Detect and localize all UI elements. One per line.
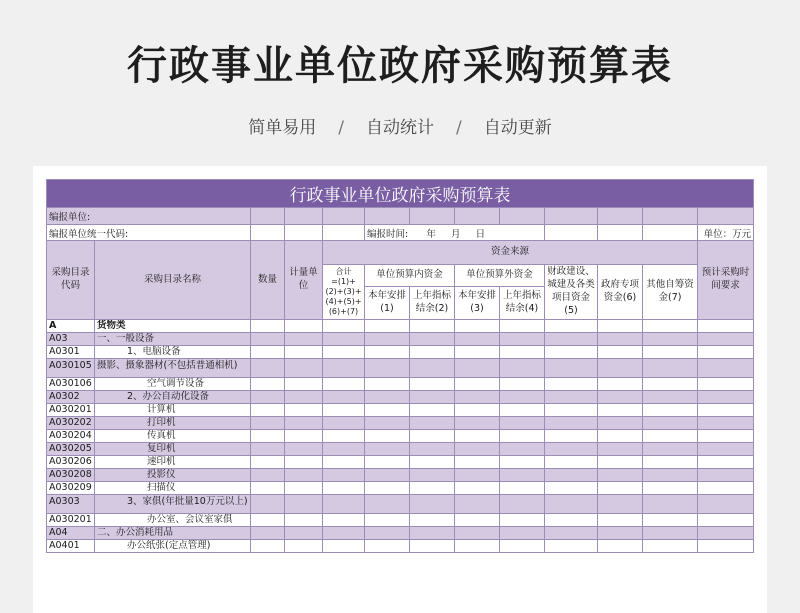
table-row xyxy=(47,469,754,482)
row-cell xyxy=(598,469,643,482)
row-name: 3、家俱(年批量10万元以上) xyxy=(95,495,251,514)
row-cell xyxy=(410,540,455,553)
row-cell xyxy=(455,391,500,404)
row-cell xyxy=(643,514,698,527)
row-name: 摄影、摄象器材(不包括普通相机) xyxy=(95,359,251,378)
row-cell xyxy=(323,346,365,359)
row-cell xyxy=(285,482,323,495)
row-cell xyxy=(500,495,545,514)
row-cell xyxy=(365,443,410,456)
row-cell xyxy=(410,430,455,443)
row-cell xyxy=(545,527,598,540)
row-cell xyxy=(285,320,323,333)
row-cell xyxy=(500,527,545,540)
row-cell xyxy=(698,346,754,359)
row-cell xyxy=(643,443,698,456)
row-cell xyxy=(598,346,643,359)
separator: / xyxy=(338,118,344,138)
row-cell xyxy=(545,404,598,417)
row-cell xyxy=(285,378,323,391)
feature-2: 自动统计 xyxy=(366,118,434,138)
row-cell xyxy=(643,469,698,482)
table-row xyxy=(47,527,754,540)
row-cell xyxy=(285,417,323,430)
row-cell xyxy=(285,391,323,404)
row-cell xyxy=(323,378,365,391)
row-code: A0302 xyxy=(47,391,95,404)
row-cell xyxy=(598,404,643,417)
row-cell xyxy=(251,495,285,514)
row-cell xyxy=(410,346,455,359)
header-total: 合计 =(1)+(2)+(3)+(4)+(5)+(6)+(7) xyxy=(323,265,365,320)
row-cell xyxy=(598,333,643,346)
row-cell xyxy=(285,514,323,527)
table-row xyxy=(47,540,754,553)
row-cell xyxy=(323,391,365,404)
row-cell xyxy=(545,482,598,495)
row-cell xyxy=(698,359,754,378)
row-cell xyxy=(323,443,365,456)
row-cell xyxy=(698,404,754,417)
row-cell xyxy=(365,456,410,469)
row-code: A030201 xyxy=(47,404,95,417)
table-row xyxy=(47,456,754,469)
row-cell xyxy=(455,359,500,378)
row-code: A0401 xyxy=(47,540,95,553)
row-cell xyxy=(545,346,598,359)
code-label: 编报单位统一代码: xyxy=(47,225,251,241)
row-cell xyxy=(643,391,698,404)
row-cell xyxy=(545,359,598,378)
row-cell xyxy=(455,443,500,456)
row-cell xyxy=(410,404,455,417)
row-cell xyxy=(323,482,365,495)
row-cell xyxy=(251,540,285,553)
row-cell xyxy=(251,378,285,391)
row-cell xyxy=(598,391,643,404)
row-cell xyxy=(500,540,545,553)
row-cell xyxy=(598,540,643,553)
row-cell xyxy=(410,391,455,404)
row-cell xyxy=(545,417,598,430)
row-cell xyxy=(365,527,410,540)
row-cell xyxy=(323,320,365,333)
row-name: 二、办公消耗用品 xyxy=(95,527,251,540)
row-code: A030106 xyxy=(47,378,95,391)
row-cell xyxy=(410,333,455,346)
row-cell xyxy=(643,456,698,469)
row-code: A030201 xyxy=(47,514,95,527)
row-cell xyxy=(643,404,698,417)
row-cell xyxy=(598,527,643,540)
table-row xyxy=(47,514,754,527)
row-cell xyxy=(698,378,754,391)
row-cell xyxy=(643,540,698,553)
row-cell xyxy=(500,417,545,430)
row-name: 投影仪 xyxy=(95,469,251,482)
row-cell xyxy=(698,333,754,346)
row-cell xyxy=(698,469,754,482)
row-cell xyxy=(365,404,410,417)
row-cell xyxy=(323,359,365,378)
header-in-budget: 单位预算内资金 xyxy=(365,265,455,287)
row-cell xyxy=(598,359,643,378)
row-name: 1、电脑设备 xyxy=(95,346,251,359)
row-cell xyxy=(410,514,455,527)
row-cell xyxy=(285,456,323,469)
row-name: 一、一般设备 xyxy=(95,333,251,346)
header-name: 采购目录名称 xyxy=(95,241,251,320)
table-row xyxy=(47,404,754,417)
row-cell xyxy=(698,430,754,443)
row-cell xyxy=(598,482,643,495)
table-row xyxy=(47,333,754,346)
row-cell xyxy=(410,359,455,378)
row-cell xyxy=(455,333,500,346)
row-cell xyxy=(598,417,643,430)
row-cell xyxy=(455,469,500,482)
header-carry-2: 上年指标结余(2) xyxy=(410,287,455,320)
row-name: 办公室、会议室家俱 xyxy=(95,514,251,527)
row-cell xyxy=(455,320,500,333)
feature-1: 简单易用 xyxy=(248,118,317,138)
table-row xyxy=(47,378,754,391)
row-name: 计算机 xyxy=(95,404,251,417)
header-carry-4: 上年指标结余(4) xyxy=(500,287,545,320)
row-name: 空气调节设备 xyxy=(95,378,251,391)
row-cell xyxy=(500,359,545,378)
row-cell xyxy=(251,443,285,456)
row-cell xyxy=(323,514,365,527)
feature-tagline xyxy=(0,113,800,138)
row-cell xyxy=(500,391,545,404)
row-code: A030206 xyxy=(47,456,95,469)
row-cell xyxy=(365,514,410,527)
row-cell xyxy=(698,443,754,456)
row-name: 办公纸张(定点管理) xyxy=(95,540,251,553)
row-name: 货物类 xyxy=(95,320,251,333)
header-self: 其他自筹资金(7) xyxy=(643,265,698,320)
row-name: 速印机 xyxy=(95,456,251,469)
row-cell xyxy=(455,346,500,359)
row-cell xyxy=(698,514,754,527)
budget-table xyxy=(46,179,754,553)
header-source: 资金来源 xyxy=(323,241,698,265)
row-cell xyxy=(455,404,500,417)
row-cell xyxy=(455,495,500,514)
header-out-budget: 单位预算外资金 xyxy=(455,265,545,287)
row-cell xyxy=(323,469,365,482)
row-cell xyxy=(251,333,285,346)
row-name: 打印机 xyxy=(95,417,251,430)
row-cell xyxy=(285,404,323,417)
feature-3: 自动更新 xyxy=(483,118,552,138)
row-cell xyxy=(698,417,754,430)
row-cell xyxy=(643,346,698,359)
row-name: 扫描仪 xyxy=(95,482,251,495)
row-cell xyxy=(500,404,545,417)
row-cell xyxy=(545,430,598,443)
row-cell xyxy=(410,417,455,430)
row-cell xyxy=(410,320,455,333)
row-cell xyxy=(500,514,545,527)
row-cell xyxy=(285,540,323,553)
row-cell xyxy=(545,320,598,333)
row-cell xyxy=(251,391,285,404)
row-cell xyxy=(365,359,410,378)
table-row xyxy=(47,320,754,333)
row-code: A0303 xyxy=(47,495,95,514)
row-cell xyxy=(598,430,643,443)
spreadsheet-preview xyxy=(33,166,767,613)
row-cell xyxy=(323,430,365,443)
unit-label: 编报单位: xyxy=(47,208,251,225)
row-cell xyxy=(410,527,455,540)
row-cell xyxy=(500,320,545,333)
row-cell xyxy=(251,430,285,443)
row-code: A030208 xyxy=(47,469,95,482)
row-cell xyxy=(698,391,754,404)
row-cell xyxy=(410,456,455,469)
row-cell xyxy=(455,378,500,391)
header-fiscal: 财政建设、城建及各类项目资金(5) xyxy=(545,265,598,320)
row-cell xyxy=(643,359,698,378)
row-cell xyxy=(251,469,285,482)
row-name: 传真机 xyxy=(95,430,251,443)
row-cell xyxy=(545,469,598,482)
row-cell xyxy=(410,495,455,514)
row-name: 2、办公自动化设备 xyxy=(95,391,251,404)
row-cell xyxy=(365,417,410,430)
row-cell xyxy=(500,482,545,495)
row-cell xyxy=(500,456,545,469)
row-cell xyxy=(455,456,500,469)
header-gov: 政府专项资金(6) xyxy=(598,265,643,320)
row-code: A030204 xyxy=(47,430,95,443)
row-cell xyxy=(545,443,598,456)
header-this-year-1: 本年安排(1) xyxy=(365,287,410,320)
row-cell xyxy=(598,378,643,391)
row-cell xyxy=(251,359,285,378)
row-cell xyxy=(545,495,598,514)
row-cell xyxy=(643,320,698,333)
row-cell xyxy=(643,482,698,495)
table-row xyxy=(47,430,754,443)
row-cell xyxy=(643,495,698,514)
row-cell xyxy=(365,391,410,404)
row-code: A xyxy=(47,320,95,333)
row-cell xyxy=(365,469,410,482)
row-cell xyxy=(285,346,323,359)
row-cell xyxy=(698,320,754,333)
row-cell xyxy=(251,456,285,469)
row-cell xyxy=(251,514,285,527)
row-code: A030209 xyxy=(47,482,95,495)
row-cell xyxy=(455,540,500,553)
page-title: 行政事业单位政府采购预算表 xyxy=(127,43,673,89)
row-cell xyxy=(251,404,285,417)
row-cell xyxy=(698,495,754,514)
row-cell xyxy=(410,482,455,495)
row-code: A0301 xyxy=(47,346,95,359)
row-cell xyxy=(500,346,545,359)
row-cell xyxy=(500,378,545,391)
row-cell xyxy=(500,333,545,346)
row-cell xyxy=(285,527,323,540)
row-cell xyxy=(598,443,643,456)
row-cell xyxy=(365,495,410,514)
row-cell xyxy=(251,417,285,430)
header-qty: 数量 xyxy=(251,241,285,320)
row-cell xyxy=(698,540,754,553)
row-cell xyxy=(285,333,323,346)
row-cell xyxy=(698,527,754,540)
row-cell xyxy=(455,482,500,495)
row-cell xyxy=(545,391,598,404)
row-cell xyxy=(643,378,698,391)
header-code: 采购目录代码 xyxy=(47,241,95,320)
row-cell xyxy=(545,456,598,469)
row-cell xyxy=(365,378,410,391)
header-time-req: 预计采购时间要求 xyxy=(698,241,754,320)
row-cell xyxy=(285,359,323,378)
row-code: A030205 xyxy=(47,443,95,456)
row-cell xyxy=(251,346,285,359)
row-cell xyxy=(251,320,285,333)
row-cell xyxy=(455,430,500,443)
date-field: 编报时间: 年 月 日 xyxy=(365,225,545,241)
row-cell xyxy=(410,378,455,391)
row-cell xyxy=(598,456,643,469)
row-cell xyxy=(323,527,365,540)
table-row xyxy=(47,417,754,430)
row-cell xyxy=(643,527,698,540)
row-cell xyxy=(698,482,754,495)
row-name: 复印机 xyxy=(95,443,251,456)
row-cell xyxy=(410,443,455,456)
row-cell xyxy=(643,333,698,346)
sheet-title: 行政事业单位政府采购预算表 xyxy=(47,180,754,208)
row-cell xyxy=(455,417,500,430)
row-cell xyxy=(545,378,598,391)
money-unit: 单位：万元 xyxy=(698,225,754,241)
row-cell xyxy=(285,495,323,514)
row-cell xyxy=(251,527,285,540)
row-cell xyxy=(365,333,410,346)
row-cell xyxy=(545,540,598,553)
row-code: A030202 xyxy=(47,417,95,430)
row-cell xyxy=(545,514,598,527)
row-cell xyxy=(598,514,643,527)
row-cell xyxy=(285,469,323,482)
row-cell xyxy=(500,469,545,482)
table-row xyxy=(47,443,754,456)
row-cell xyxy=(500,443,545,456)
row-code: A04 xyxy=(47,527,95,540)
table-row xyxy=(47,346,754,359)
row-cell xyxy=(643,430,698,443)
row-cell xyxy=(455,527,500,540)
row-cell xyxy=(365,430,410,443)
row-cell xyxy=(643,417,698,430)
row-code: A03 xyxy=(47,333,95,346)
separator: / xyxy=(456,118,462,138)
table-row xyxy=(47,391,754,404)
row-cell xyxy=(410,469,455,482)
table-row xyxy=(47,359,754,378)
row-cell xyxy=(323,333,365,346)
row-cell xyxy=(323,540,365,553)
row-cell xyxy=(598,495,643,514)
row-cell xyxy=(365,482,410,495)
row-cell xyxy=(698,456,754,469)
table-row xyxy=(47,482,754,495)
row-cell xyxy=(323,456,365,469)
row-cell xyxy=(598,320,643,333)
row-cell xyxy=(251,482,285,495)
row-cell xyxy=(323,495,365,514)
row-cell xyxy=(500,430,545,443)
header-unit: 计量单位 xyxy=(285,241,323,320)
row-cell xyxy=(365,320,410,333)
row-cell xyxy=(365,346,410,359)
row-code: A030105 xyxy=(47,359,95,378)
row-cell xyxy=(365,540,410,553)
row-cell xyxy=(455,514,500,527)
row-cell xyxy=(323,404,365,417)
table-row xyxy=(47,495,754,514)
row-cell xyxy=(285,443,323,456)
row-cell xyxy=(545,333,598,346)
header-this-year-3: 本年安排(3) xyxy=(455,287,500,320)
row-cell xyxy=(285,430,323,443)
row-cell xyxy=(323,417,365,430)
